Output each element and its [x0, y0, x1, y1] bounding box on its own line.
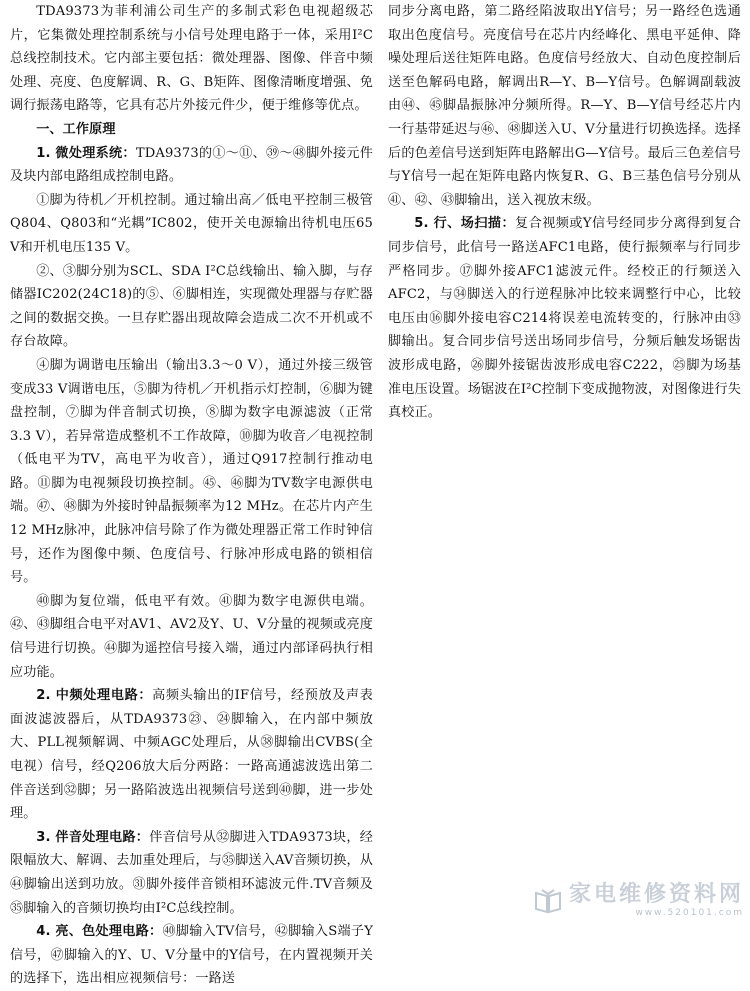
paragraph-scanning — [388, 212, 741, 424]
watermark-url: www.520101.com — [635, 908, 744, 918]
paragraph-audio-processing — [10, 826, 373, 920]
site-watermark — [533, 884, 744, 918]
paragraph-pin2-3: ②、③脚分别为SCL、SDA I²C总线输出、输入脚，与存储器IC202(24C18)的⑤、⑥脚相连，实现微处理器与存贮器之间的数据交换。一旦存贮器出现故障会造成二次不开机或不存台故障。 — [10, 263, 373, 350]
paragraph-title-microprocessor: 1. 微处理系统： — [36, 145, 136, 161]
book-icon — [533, 886, 563, 916]
intro-paragraph: TDA9373为菲利浦公司生产的多制式彩色电视超级芯片，它集微处理控制系统与小信号处理电路于一体，采用I²C总线控制技术。它内部主要包括：微处理器、图像、伴音中频处理、亮度、色度解调、R、G、B矩阵、图像清晰度增强、免调行振荡电路等，它具有芯片外接元件少，便于维修等优点。 — [10, 4, 373, 114]
paragraph-if-processing — [10, 684, 373, 826]
watermark-text — [569, 884, 744, 918]
paragraph-body-audio: 伴音信号从㉜脚进入TDA9373块，经限幅放大、解调、去加重处理后，与㉟脚送入AV音频切换，从㊹脚输出送到功放。㉛脚外接伴音锁相环滤波元件.TV音频及㉟脚输入的音频切换均由I²C总线控制。 — [10, 829, 373, 916]
section-heading-text: 一、工作原理 — [36, 121, 116, 137]
paragraph-pin4-11: ④脚为调谐电压输出（输出3.3～0 V），通过外接三级管变成33 V调谐电压，⑤脚为待机／开机指示灯控制，⑥脚为键盘控制，⑦脚为伴音制式切换，⑧脚为数字电源滤波（正常3.3 V），若异常造成整机不工作故障，⑩脚为收音／电视控制（低电平为TV，高电平为收音），通过Q917控制行推动电路。⑪脚为电视频段切换控制。㊺、㊻脚为TV数字电源供电端。㊼、㊽脚为外接时钟晶振频率为12 MHz。在芯片内产生12 MHz脉冲，此脉冲信号除了作为微处理器正常工作时钟信号，还作为图像中频、色度信号、行脉冲形成电路的锁相信号。 — [10, 357, 373, 586]
section-heading-working-principle — [10, 118, 373, 142]
paragraph-title-audio: 3. 伴音处理电路： — [36, 829, 150, 845]
paragraph-body-scanning: 复合视频或Y信号经同步分离得到复合同步信号，此信号一路送AFC1电路，使行振频率与行同步严格同步。⑰脚外接AFC1滤波元件。经校正的行频送入AFC2，与㉞脚送入的行逆程脉冲比较来调整行中心，比较电压由⑯脚外接电容C214将误差电流转变的，行脉冲由㉝脚输出。复合同步信号送出场同步信号，分频后触发场锯齿波形成电路，㉖脚外接锯齿波形成电容C222，㉕脚为场基准电压设置。场锯波在I²C控制下变成抛物波，对图像进行失真校正。 — [388, 216, 741, 421]
paragraph-title-luma-chroma: 4. 亮、色处理电路： — [36, 924, 163, 940]
paragraph-title-scanning: 5. 行、场扫描： — [414, 216, 516, 232]
paragraph-title-if: 2. 中频处理电路： — [36, 688, 153, 704]
paragraph-pin60-64: ㊵脚为复位端，低电平有效。㊶脚为数字电源供电端。㊷、㊸脚组合电平对AV1、AV2及Y、U、V分量的视频或亮度信号进行切换。㊹脚为遥控信号接入端，通过内部译码执行相应功能。 — [10, 593, 373, 680]
paragraph-body-microprocessor: TDA9373的①～⑪、㊴～㊽脚外接元件及块内部电路组成控制电路。 — [10, 145, 374, 185]
paragraph-luma-chroma-continued: 同步分离电路，第二路经陷波取出Y信号；另一路经色选通取出色度信号。亮度信号在芯片内经峰化、黑电平延伸、降噪处理后送往矩阵电路。色度信号经放大、自动色度控制后送至色解码电路，解调出R—Y、B—Y信号。色解调副载波由㊹、㊺脚晶振脉冲分频所得。R—Y、B—Y信号经芯片内一行基带延迟与㊻、㊽脚送入U、V分量进行切换选择。选择后的色差信号送到矩阵电路解出G—Y信号。最后三色差信号与Y信号一起在矩阵电路内恢复R、G、B三基色信号分别从㊶、㊷、㊸脚输出，送入视放末级。 — [388, 4, 741, 208]
left-column — [10, 0, 373, 991]
paragraph-body-luma-chroma: ㊵脚输入TV信号，㊷脚输入S端子Y信号，㊼脚输入的Y、U、V分量中的Y信号，在内置视频开关的选择下，选出相应视频信号：一路送 — [10, 924, 374, 987]
paragraph-luma-chroma — [10, 920, 373, 991]
paragraph-body-if: 高频头输出的IF信号，经预放及声表面波滤波器后，从TDA9373㉓、㉔脚输入，在内部中频放大、PLL视频解调、中频AGC处理后，从㊳脚输出CVBS(全电视）信号，经Q206放大后分两路：一路高通滤波选出第二伴音送到㉜脚；另一路陷波选出视频信号送到㊵脚，进一步处理。 — [10, 688, 373, 822]
right-column — [388, 0, 741, 425]
paragraph-pin1: ①脚为待机／开机控制。通过输出高／低电平控制三极管Q804、Q803和“光耦”IC802，使开关电源输出待机电压65 V和开机电压135 V。 — [10, 192, 373, 255]
paragraph-microprocessor — [10, 142, 373, 189]
watermark-title: 家电维修资料网 — [568, 882, 744, 907]
